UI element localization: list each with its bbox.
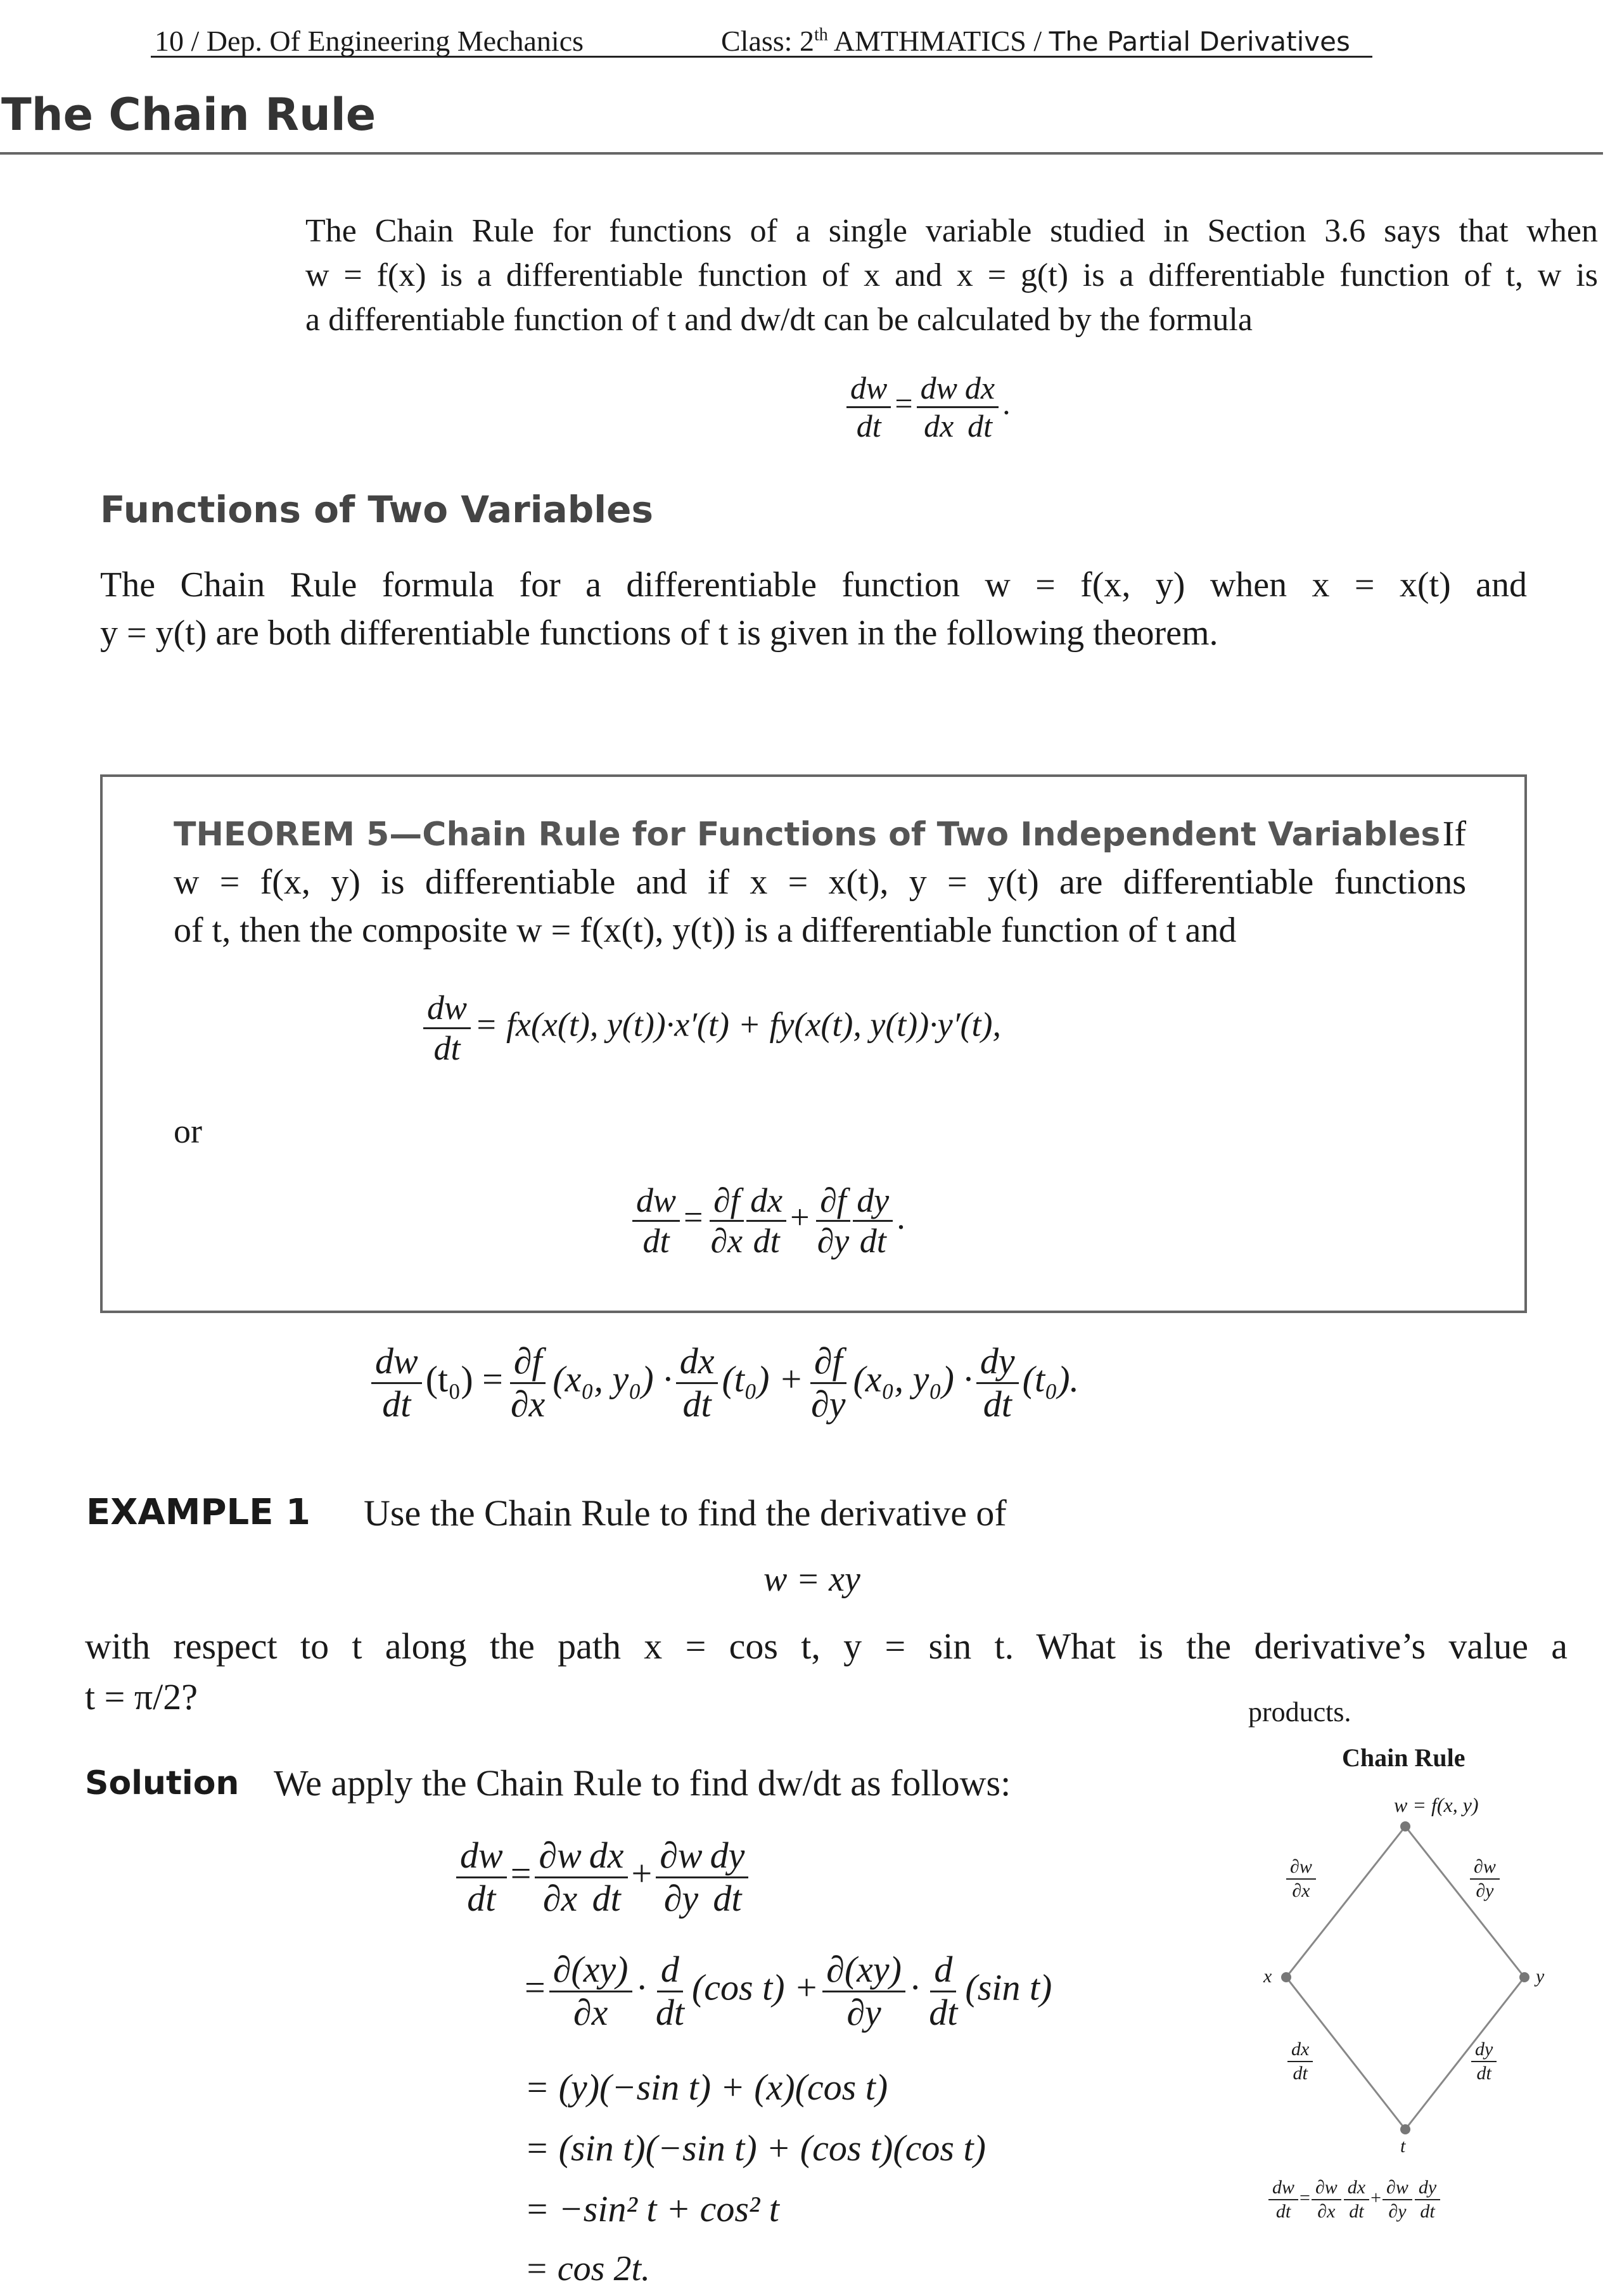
intro-line-3: a differentiable function of t and dw/dt can be calculated by the formula [305, 302, 1253, 338]
header-class-rest: AMTHMATICS / [827, 25, 1049, 57]
solution-text: We apply the Chain Rule to find dw/dt as follows: [274, 1762, 1011, 1804]
page-header [151, 20, 1372, 58]
theorem-line-1 [174, 810, 1466, 858]
subsection-title: Functions of Two Variables [100, 488, 653, 531]
two-variable-line-2: y = y(t) are both differentiable functions of t is given in the following theorem. [100, 613, 1218, 653]
theorem-text [174, 810, 1466, 954]
intro-line-1: The Chain Rule for functions of a single variable studied in Section 3.6 says that when [305, 213, 1598, 249]
diagram-left-label: x [1263, 1966, 1272, 1987]
section-rule [0, 152, 1603, 155]
example-line-2: with respect to t along the path x = cos t, y = sin t. What is the derivative’s value a [85, 1626, 1568, 1667]
theorem-box [100, 774, 1527, 1313]
two-variable-paragraph [100, 561, 1527, 657]
solution-label: Solution [85, 1764, 239, 1802]
theorem-line-3: of t, then the composite w = f(x(t), y(t)) is a differentiable function of t and [174, 911, 1237, 950]
products-fragment: products. [1248, 1696, 1351, 1728]
example-label: EXAMPLE 1 [86, 1492, 310, 1533]
diagram-dx-dt: $\frac{dx}{dt}$ [1287, 2039, 1313, 2083]
solution-step-5: = −sin² t + cos² t [525, 2188, 779, 2229]
diagram-top-label: w = f(x, y) [1394, 1793, 1479, 1816]
diagram-dw-dx: $\frac{\partial w}{\partial x}$ [1286, 1857, 1316, 1901]
header-topic: The Partial Derivatives [1049, 26, 1350, 57]
header-class-label: Class: 2 [721, 25, 814, 57]
theorem-formula-1-rhs: = fx(x(t), y(t))·x′(t) + fy(x(t), y(t))·y′(t), [475, 1005, 1002, 1044]
two-variable-line-1: The Chain Rule formula for a differentiable function w = f(x, y) when x = x(t) and [100, 565, 1527, 605]
theorem-formula-1: $\frac{dw}{dt}$ = fx(x(t), y(t))·x′(t) + fy(x(t), y(t))·y′(t), [419, 990, 1001, 1066]
theorem-if: If [1442, 814, 1466, 854]
diagram-dy-dt: $\frac{dy}{dt}$ [1471, 2039, 1497, 2083]
header-class [721, 24, 1350, 58]
solution-step-1: $\frac{dw}{dt}$ = $\frac{\partial w}{\partial x}$ $\frac{dx}{dt}$ + $\frac{\partial w}{\partial y}$ $\frac{dy}{dt}$ [452, 1837, 752, 1918]
solution-step-3: = (y)(−sin t) + (x)(cos t) [525, 2067, 888, 2108]
solution-step-2: = $\frac{\partial(xy)}{\partial x}$ · $\frac{d}{dt}$ (cos t) + $\frac{\partial(xy)}{\partial y}$ · $\frac{d}{dt}$ (sin t) [525, 1949, 1052, 2033]
diagram-node-y [1519, 1972, 1529, 1982]
example-text: Use the Chain Rule to find the derivative of [364, 1492, 1007, 1534]
section-title: The Chain Rule [1, 89, 376, 141]
header-class-sup: th [814, 25, 828, 45]
diagram-right-label: y [1536, 1966, 1545, 1987]
header-left: 10 / Dep. Of Engineering Mechanics [155, 25, 584, 57]
intro-line-2: w = f(x) is a differentiable function of x and x = g(t) is a differentiable function of t, w is [305, 257, 1598, 293]
intro-paragraph [305, 209, 1598, 342]
diagram-bottom-label: t [1400, 2136, 1406, 2157]
solution-step-6: = cos 2t. [525, 2249, 650, 2288]
example-function: w = xy [763, 1560, 860, 1599]
diagram-dw-dy: $\frac{\partial w}{\partial y}$ [1470, 1857, 1500, 1901]
chain-rule-diagram [1236, 1730, 1590, 2288]
theorem-or: or [174, 1112, 202, 1150]
diagram-node-x [1281, 1972, 1291, 1982]
diagram-node-w [1400, 1821, 1410, 1831]
evaluated-chain-rule: $\frac{dw}{dt}$ (t₀) = $\frac{\partial f}{\partial x}$ (x₀, y₀) · $\frac{dx}{dt}$ (t₀) + $\frac{\partial f}{\partial y}$ (x₀, y₀) · $\frac{dy}{dt}$ (t₀). [367, 1342, 1079, 1424]
diagram-formula: $\frac{dw}{dt}$ = $\frac{\partial w}{\partial x}$ $\frac{dx}{dt}$ + $\frac{\partial w}{\partial y}$ $\frac{dy}{dt}$ [1267, 2177, 1441, 2221]
theorem-label: THEOREM 5—Chain Rule for Functions of Two Independent Variables [174, 816, 1441, 854]
diagram-node-t [1400, 2124, 1410, 2134]
theorem-line-2: w = f(x, y) is differentiable and if x = x(t), y = y(t) are differentiable functions [174, 863, 1466, 902]
example-line-3: t = π/2? [85, 1676, 198, 1717]
diagram-title: Chain Rule [1342, 1743, 1466, 1772]
single-variable-formula: $\frac{dw}{dt}$ = $\frac{dw}{dx}$ $\frac{dx}{dt}$ . [843, 371, 1011, 442]
theorem-formula-2: $\frac{dw}{dt}$ = $\frac{\partial f}{\partial x}$ $\frac{dx}{dt}$ + $\frac{\partial f}{\partial y}$ $\frac{dy}{dt}$ . [629, 1183, 905, 1259]
solution-step-4: = (sin t)(−sin t) + (cos t)(cos t) [525, 2127, 986, 2169]
